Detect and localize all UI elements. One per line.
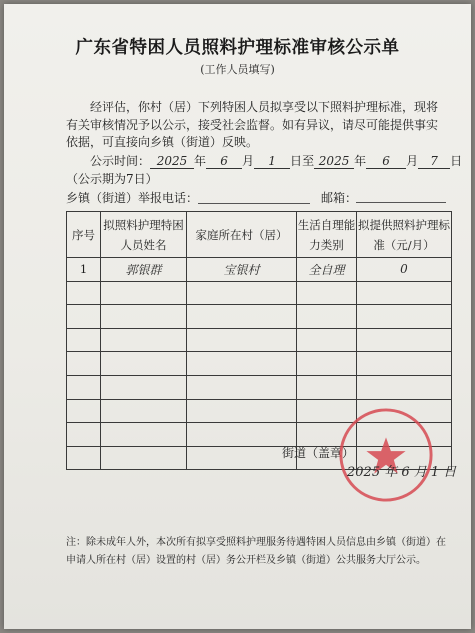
table-row-empty bbox=[67, 375, 452, 399]
document-page bbox=[4, 4, 471, 629]
start-day: 1 bbox=[254, 154, 290, 169]
document-title: 广东省特困人员照料护理标准审核公示单 bbox=[75, 38, 400, 58]
signature-label: 街道（盖章） bbox=[282, 446, 355, 460]
table-cell-empty bbox=[187, 328, 297, 352]
phone-blank bbox=[198, 191, 310, 204]
table-row bbox=[67, 258, 452, 282]
notice-time-label: 公示时间： bbox=[90, 154, 151, 168]
start-month: 6 bbox=[206, 154, 242, 169]
contact-line bbox=[66, 189, 358, 206]
table-row-empty bbox=[67, 328, 452, 352]
table-cell-empty bbox=[101, 305, 187, 329]
header-village: 家庭所在村（居） bbox=[187, 212, 297, 258]
header-standard: 拟提供照料护理标准（元/月） bbox=[357, 212, 452, 258]
header-name: 拟照料护理特困人员姓名 bbox=[101, 212, 187, 258]
table-cell-empty bbox=[101, 281, 187, 305]
document-subtitle: (工作人员填写) bbox=[200, 63, 275, 76]
table-cell-empty bbox=[101, 375, 187, 399]
footer-note: 注：除未成年人外，本次所有拟享受照料护理服务待遇特困人员信息由乡镇（街道）在申请人所在村（居）设置的村（居）务公开栏及乡镇（街道）公共服务大厅公示。 bbox=[66, 537, 446, 566]
table-cell-empty bbox=[187, 352, 297, 376]
notice-period: （公示期为7日） bbox=[66, 172, 158, 186]
cell-name: 郭银群 bbox=[101, 258, 187, 282]
table-cell-empty bbox=[187, 375, 297, 399]
end-year: 2025 bbox=[314, 154, 354, 169]
start-year: 2025 bbox=[150, 154, 194, 169]
table-cell-empty bbox=[357, 328, 452, 352]
table-cell-empty bbox=[187, 305, 297, 329]
to-word: 至 bbox=[302, 154, 315, 168]
table-cell-empty bbox=[357, 281, 452, 305]
table-cell-empty bbox=[297, 328, 357, 352]
table-cell-empty bbox=[357, 305, 452, 329]
cell-standard: 0 bbox=[357, 258, 452, 282]
table-cell-empty bbox=[297, 305, 357, 329]
email-label: 邮箱： bbox=[321, 191, 358, 205]
official-seal-icon bbox=[337, 406, 435, 504]
table-cell-empty bbox=[101, 423, 187, 447]
year-unit: 年 bbox=[194, 154, 207, 168]
table-cell-empty bbox=[101, 352, 187, 376]
table-header-row bbox=[67, 212, 452, 258]
phone-label: 乡镇（街道）举报电话： bbox=[66, 191, 199, 205]
month-unit-2: 月 bbox=[406, 154, 419, 168]
table-cell-empty bbox=[101, 446, 187, 470]
end-day: 7 bbox=[418, 154, 450, 169]
year-unit-2: 年 bbox=[354, 154, 367, 168]
table-cell-empty bbox=[187, 423, 297, 447]
cell-seq: 1 bbox=[67, 258, 101, 282]
table-cell-empty bbox=[67, 375, 101, 399]
table-cell-empty bbox=[357, 352, 452, 376]
end-month: 6 bbox=[366, 154, 406, 169]
table-cell-empty bbox=[297, 352, 357, 376]
table-cell-empty bbox=[67, 305, 101, 329]
table-cell-empty bbox=[187, 281, 297, 305]
table-cell-empty bbox=[67, 352, 101, 376]
table-row-empty bbox=[67, 305, 452, 329]
cell-ability: 全自理 bbox=[297, 258, 357, 282]
header-ability: 生活自理能力类别 bbox=[297, 212, 357, 258]
day-unit: 日 bbox=[290, 154, 303, 168]
email-blank bbox=[356, 189, 446, 203]
intro-paragraph: 经评估，你村（居）下列特困人员拟享受以下照料护理标准，现将有关审核情况予以公示，接受社会监督。如有异议，请尽可能提供事实依据，可直接向乡镇（街道）反映。 bbox=[66, 100, 439, 149]
day-unit-2: 日 bbox=[450, 154, 463, 168]
signature-date: 2025 年 6 月 1 日 bbox=[347, 465, 457, 480]
month-unit: 月 bbox=[242, 154, 255, 168]
header-seq: 序号 bbox=[67, 212, 101, 258]
table-cell-empty bbox=[101, 328, 187, 352]
table-cell-empty bbox=[67, 423, 101, 447]
table-cell-empty bbox=[67, 446, 101, 470]
table-cell-empty bbox=[67, 281, 101, 305]
notice-time-line bbox=[90, 152, 462, 169]
table-cell-empty bbox=[67, 328, 101, 352]
table-cell-empty bbox=[101, 399, 187, 423]
table-cell-empty bbox=[297, 281, 357, 305]
table-cell-empty bbox=[187, 399, 297, 423]
table-row-empty bbox=[67, 352, 452, 376]
table-row-empty bbox=[67, 281, 452, 305]
table-cell-empty bbox=[297, 375, 357, 399]
cell-village: 宝银村 bbox=[187, 258, 297, 282]
table-cell-empty bbox=[187, 446, 297, 470]
table-cell-empty bbox=[67, 399, 101, 423]
table-cell-empty bbox=[357, 375, 452, 399]
